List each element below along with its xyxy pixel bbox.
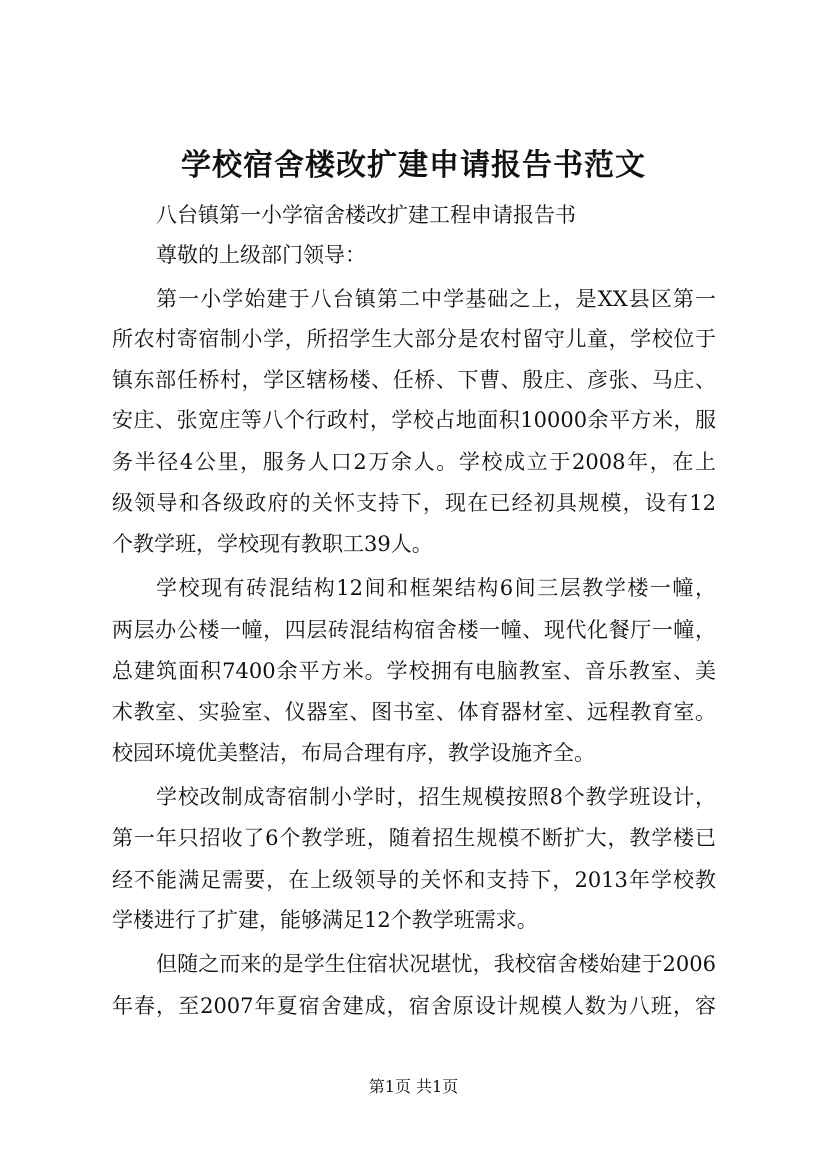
paragraph2-line: 总建筑面积7400余平方米。学校拥有电脑教室、音乐教室、美 bbox=[112, 659, 716, 683]
page-footer: 第1页 共1页 bbox=[368, 1077, 459, 1096]
salutation: 尊敬的上级部门领导： bbox=[156, 243, 366, 267]
paragraph1-line: 所农村寄宿制小学，所招学生大部分是农村留守儿童，学校位于 bbox=[112, 327, 716, 351]
paragraph2-line: 学校现有砖混结构12间和框架结构6间三层教学楼一幢， bbox=[156, 576, 716, 600]
paragraph3-line: 经不能满足需要，在上级领导的关怀和支持下，2013年学校教 bbox=[112, 868, 716, 892]
paragraph2-line: 两层办公楼一幢，四层砖混结构宿舍楼一幢、现代化餐厅一幢， bbox=[112, 618, 716, 642]
paragraph3-line: 第一年只招收了6个教学班，随着招生规模不断扩大，教学楼已 bbox=[112, 826, 716, 850]
paragraph3-line: 学校改制成寄宿制小学时，招生规模按照8个教学班设计， bbox=[156, 785, 716, 809]
paragraph1-line: 镇东部任桥村，学区辖杨楼、任桥、下曹、殷庄、彦张、马庄、 bbox=[112, 368, 716, 392]
paragraph2-line: 校园环境优美整洁，布局合理有序，教学设施齐全。 bbox=[112, 741, 595, 765]
paragraph2-line: 术教室、实验室、仪器室、图书室、体育器材室、远程教育室。 bbox=[112, 700, 716, 724]
document-title: 学校宿舍楼改扩建申请报告书范文 bbox=[181, 148, 646, 183]
paragraph1-line: 务半径4公里，服务人口2万余人。学校成立于2008年，在上 bbox=[112, 450, 716, 474]
paragraph3-line: 学楼进行了扩建，能够满足12个教学班需求。 bbox=[112, 908, 538, 932]
paragraph1-line: 个教学班，学校现有教职工39人。 bbox=[112, 532, 433, 556]
paragraph4-line: 但随之而来的是学生住宿状况堪忧，我校宿舍楼始建于2006 bbox=[156, 952, 716, 976]
paragraph1-line: 级领导和各级政府的关怀支持下，现在已经初具规模，设有12 bbox=[112, 491, 716, 515]
paragraph1-line: 第一小学始建于八台镇第二中学基础之上，是XX县区第一 bbox=[156, 287, 716, 311]
paragraph1-line: 安庄、张宽庄等八个行政村，学校占地面积10000余平方米，服 bbox=[112, 408, 716, 432]
paragraph4-line: 年春，至2007年夏宿舍建成，宿舍原设计规模人数为八班，容 bbox=[112, 994, 716, 1018]
document-subtitle: 八台镇第一小学宿舍楼改扩建工程申请报告书 bbox=[156, 203, 576, 227]
